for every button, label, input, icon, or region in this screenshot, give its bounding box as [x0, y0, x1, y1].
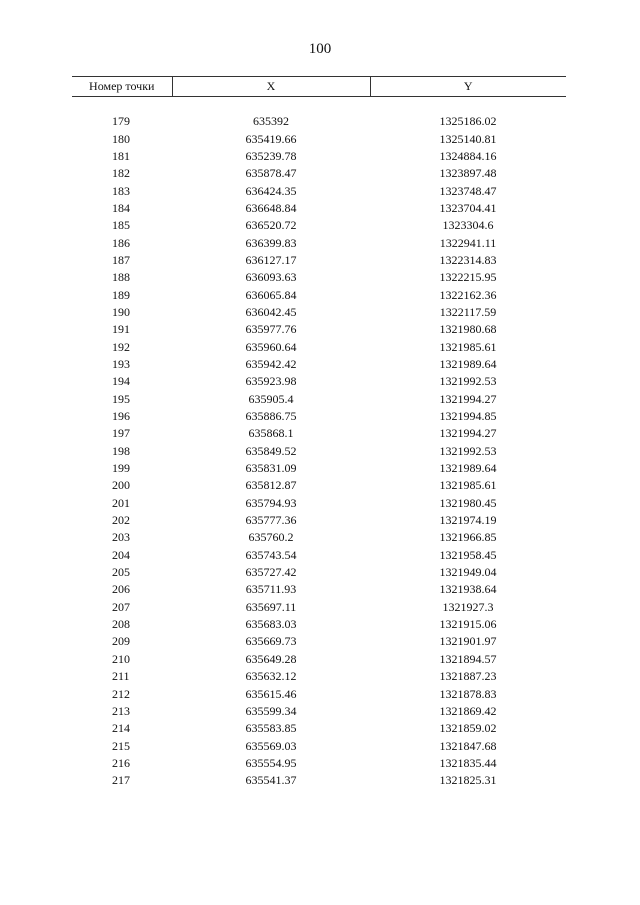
cell-y: 1322117.59 [439, 304, 497, 319]
cell-y: 1321835.44 [439, 755, 497, 770]
cell-y: 1321927.3 [442, 599, 494, 614]
table-row [72, 529, 566, 546]
table-row [72, 772, 566, 789]
cell-x: 635812.87 [245, 478, 297, 493]
cell-point-number: 196 [112, 409, 130, 424]
cell-point-number: 185 [112, 218, 130, 233]
cell-y: 1321980.68 [439, 322, 497, 337]
cell-point-number: 188 [112, 270, 130, 285]
table-row [72, 304, 566, 321]
table-row [72, 408, 566, 425]
table-row [72, 633, 566, 650]
cell-y: 1325186.02 [439, 114, 497, 129]
cell-point-number: 190 [112, 304, 130, 319]
cell-y: 1321974.19 [439, 513, 497, 528]
cell-point-number: 182 [112, 166, 130, 181]
cell-point-number: 214 [112, 721, 130, 736]
table-row [72, 252, 566, 269]
cell-x: 635541.37 [245, 773, 297, 788]
header-spacer [72, 97, 566, 114]
cell-x: 635649.28 [245, 651, 297, 666]
cell-point-number: 203 [112, 530, 130, 545]
table-row [72, 373, 566, 390]
cell-x: 635697.11 [245, 599, 297, 614]
cell-point-number: 183 [112, 183, 130, 198]
cell-point-number: 197 [112, 426, 130, 441]
cell-point-number: 180 [112, 131, 130, 146]
table-row [72, 720, 566, 737]
cell-x: 635392 [253, 114, 289, 129]
header-y: Y [370, 77, 566, 97]
cell-x: 636042.45 [245, 304, 297, 319]
cell-y: 1321989.64 [439, 461, 497, 476]
table-row [72, 391, 566, 408]
cell-y: 1321994.27 [439, 426, 497, 441]
cell-y: 1321847.68 [439, 738, 497, 753]
table-row [72, 495, 566, 512]
table-row [72, 737, 566, 754]
table-row [72, 668, 566, 685]
cell-y: 1321992.53 [439, 374, 497, 389]
cell-y: 1321825.31 [439, 773, 497, 788]
cell-x: 635615.46 [245, 686, 297, 701]
cell-point-number: 216 [112, 755, 130, 770]
cell-y: 1322162.36 [439, 287, 497, 302]
cell-y: 1321894.57 [439, 651, 497, 666]
cell-y: 1321887.23 [439, 669, 497, 684]
cell-x: 635849.52 [245, 443, 297, 458]
coordinates-table [72, 76, 566, 789]
cell-point-number: 209 [112, 634, 130, 649]
cell-point-number: 213 [112, 703, 130, 718]
table-row [72, 148, 566, 165]
table-row [72, 477, 566, 494]
cell-x: 635599.34 [245, 703, 297, 718]
table-row [72, 685, 566, 702]
table-row [72, 703, 566, 720]
cell-x: 635683.03 [245, 617, 297, 632]
table-row [72, 234, 566, 251]
cell-y: 1321985.61 [439, 339, 497, 354]
cell-x: 636424.35 [245, 183, 297, 198]
cell-x: 635905.4 [248, 391, 294, 406]
cell-y: 1321989.64 [439, 356, 497, 371]
cell-point-number: 217 [112, 773, 130, 788]
cell-point-number: 187 [112, 252, 130, 267]
table-row [72, 616, 566, 633]
cell-x: 635569.03 [245, 738, 297, 753]
table-body [72, 97, 566, 790]
cell-y: 1323748.47 [439, 183, 497, 198]
cell-point-number: 208 [112, 617, 130, 632]
cell-x: 636093.63 [245, 270, 297, 285]
table-row [72, 512, 566, 529]
cell-y: 1325140.81 [439, 131, 497, 146]
table-row [72, 113, 566, 130]
table-header [72, 77, 566, 97]
cell-x: 635942.42 [245, 356, 297, 371]
cell-point-number: 193 [112, 356, 130, 371]
cell-point-number: 192 [112, 339, 130, 354]
cell-point-number: 210 [112, 651, 130, 666]
cell-y: 1321859.02 [439, 721, 497, 736]
cell-point-number: 198 [112, 443, 130, 458]
cell-y: 1321966.85 [439, 530, 497, 545]
cell-y: 1321878.83 [439, 686, 497, 701]
cell-x: 635977.76 [245, 322, 297, 337]
cell-x: 636648.84 [245, 200, 297, 215]
cell-y: 1321980.45 [439, 495, 497, 510]
cell-x: 636065.84 [245, 287, 297, 302]
cell-x: 636127.17 [245, 252, 297, 267]
cell-x: 635794.93 [245, 495, 297, 510]
cell-point-number: 181 [112, 148, 130, 163]
cell-x: 635743.54 [245, 547, 297, 562]
cell-y: 1323704.41 [439, 200, 497, 215]
cell-y: 1321901.97 [439, 634, 497, 649]
cell-x: 635960.64 [245, 339, 297, 354]
table-row [72, 547, 566, 564]
cell-point-number: 184 [112, 200, 130, 215]
cell-x: 635711.93 [245, 582, 297, 597]
cell-point-number: 205 [112, 565, 130, 580]
cell-y: 1321958.45 [439, 547, 497, 562]
header-x: X [172, 77, 370, 97]
cell-x: 635878.47 [245, 166, 297, 181]
cell-point-number: 202 [112, 513, 130, 528]
table-row [72, 217, 566, 234]
cell-x: 635669.73 [245, 634, 297, 649]
cell-x: 635760.2 [248, 530, 294, 545]
cell-x: 635831.09 [245, 461, 297, 476]
table-row [72, 581, 566, 598]
cell-point-number: 204 [112, 547, 130, 562]
cell-x: 635727.42 [245, 565, 297, 580]
cell-x: 635886.75 [245, 409, 297, 424]
cell-point-number: 199 [112, 461, 130, 476]
cell-y: 1321994.85 [439, 409, 497, 424]
cell-point-number: 212 [112, 686, 130, 701]
cell-point-number: 191 [112, 322, 130, 337]
cell-x: 635777.36 [245, 513, 297, 528]
cell-point-number: 200 [112, 478, 130, 493]
table-row [72, 338, 566, 355]
table-row [72, 564, 566, 581]
header-row [72, 77, 566, 97]
cell-y: 1322215.95 [439, 270, 497, 285]
cell-y: 1321994.27 [439, 391, 497, 406]
table-row [72, 443, 566, 460]
table-row [72, 165, 566, 182]
cell-x: 635583.85 [245, 721, 297, 736]
cell-y: 1321949.04 [439, 565, 497, 580]
cell-point-number: 215 [112, 738, 130, 753]
table-row [72, 356, 566, 373]
table-row [72, 599, 566, 616]
cell-point-number: 211 [112, 669, 130, 684]
cell-point-number: 195 [112, 391, 130, 406]
cell-y: 1323897.48 [439, 166, 497, 181]
cell-point-number: 186 [112, 235, 130, 250]
table-row [72, 651, 566, 668]
table-row [72, 200, 566, 217]
table-row [72, 130, 566, 147]
cell-point-number: 189 [112, 287, 130, 302]
cell-point-number: 179 [112, 114, 130, 129]
table-row [72, 321, 566, 338]
cell-x: 635554.95 [245, 755, 297, 770]
cell-x: 635239.78 [245, 148, 297, 163]
cell-y: 1321869.42 [439, 703, 497, 718]
table-row [72, 182, 566, 199]
cell-y: 1323304.6 [442, 218, 494, 233]
cell-x: 636520.72 [245, 218, 297, 233]
cell-x: 636399.83 [245, 235, 297, 250]
cell-y: 1321992.53 [439, 443, 497, 458]
cell-point-number: 207 [112, 599, 130, 614]
table-row [72, 286, 566, 303]
cell-y: 1321915.06 [439, 617, 497, 632]
page-number: 100 [308, 41, 332, 57]
cell-x: 635868.1 [248, 426, 294, 441]
table-row [72, 460, 566, 477]
table-row [72, 425, 566, 442]
header-point-number: Номер точки [72, 77, 172, 97]
cell-y: 1321938.64 [439, 582, 497, 597]
cell-x: 635419.66 [245, 131, 297, 146]
cell-y: 1322941.11 [439, 235, 497, 250]
table-row [72, 269, 566, 286]
cell-y: 1321985.61 [439, 478, 497, 493]
cell-x: 635923.98 [245, 374, 297, 389]
cell-y: 1324884.16 [439, 148, 497, 163]
table-row [72, 755, 566, 772]
cell-point-number: 206 [112, 582, 130, 597]
cell-point-number: 194 [112, 374, 130, 389]
cell-point-number: 201 [112, 495, 130, 510]
cell-y: 1322314.83 [439, 252, 497, 267]
cell-x: 635632.12 [245, 669, 297, 684]
